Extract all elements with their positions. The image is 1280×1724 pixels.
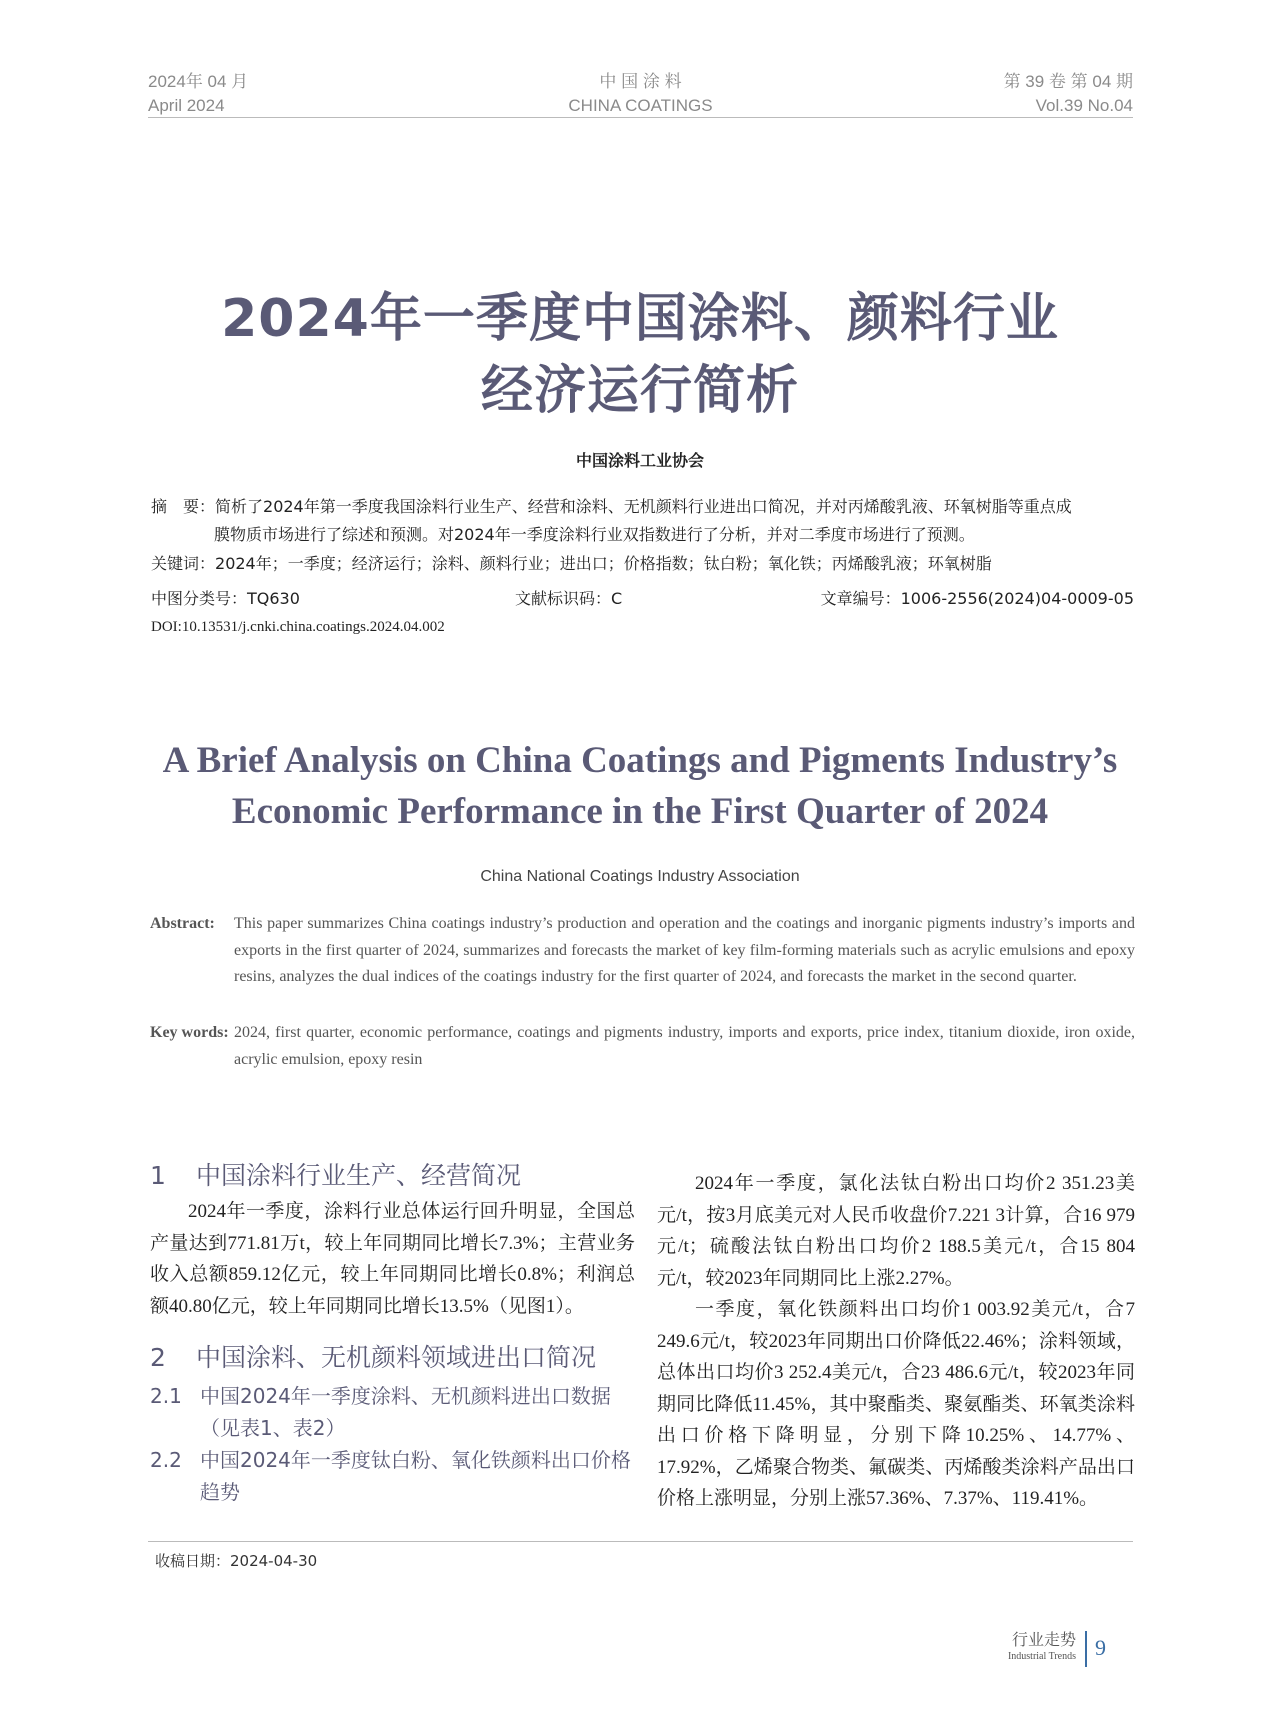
footnote-divider xyxy=(148,1541,1133,1542)
keywords-en-text: 2024, first quarter, economic performance, coatings and pigments industry, imports and exports, price index, titanium dioxide, iron oxide, acrylic emulsion, epoxy resin xyxy=(234,1024,1135,1068)
section-1-heading xyxy=(150,1160,635,1192)
header-journal-en: CHINA COATINGS xyxy=(568,96,713,115)
abstract-en xyxy=(150,911,1135,991)
section-2-2-title-b: 趋势 xyxy=(200,1480,240,1504)
footer-section-cn: 行业走势 xyxy=(1011,1630,1076,1649)
doi: DOI:10.13531/j.cnki.china.coatings.2024.04.002 xyxy=(151,619,445,635)
header-volume xyxy=(1004,70,1133,118)
keywords-cn-text: 2024年；一季度；经济运行；涂料、颜料行业；进出口；价格指数；钛白粉；氧化铁；丙烯酸乳液；环氧树脂 xyxy=(215,554,992,573)
abstract-cn-line-2: 膜物质市场进行了综述和预测。对2024年一季度涂料行业双指数进行了分析，并对二季度市场进行了预测。 xyxy=(214,525,975,544)
title-en xyxy=(0,735,1280,837)
section-1-number: 1 xyxy=(150,1161,166,1190)
section-2-2-number: 2.2 xyxy=(150,1448,182,1472)
header-date-cn: 2024年 04 月 xyxy=(148,72,249,91)
abstract-cn-line-1: 简析了2024年第一季度我国涂料行业生产、经营和涂料、无机颜料行业进出口简况，并对丙烯酸乳液、环氧树脂等重点成 xyxy=(215,497,1072,516)
keywords-cn xyxy=(151,550,1141,578)
abstract-en-label: Abstract: xyxy=(150,915,215,932)
keywords-en xyxy=(150,1020,1135,1073)
header-journal xyxy=(148,70,1133,118)
clc-number: 中图分类号：TQ630 xyxy=(151,589,300,608)
section-1-paragraph: 2024年一季度，涂料行业总体运行回升明显，全国总产量达到771.81万t，较上年同期同比增长7.3%；主营业务收入总额859.12亿元，较上年同期同比增长0.8%；利润总额40.80亿元，较上年同期同比增长13.5%（见图1）。 xyxy=(150,1201,635,1317)
section-2-title: 中国涂料、无机颜料领域进出口简况 xyxy=(196,1343,597,1372)
section-2-2-heading xyxy=(150,1444,635,1508)
author-en: China National Coatings Industry Association xyxy=(480,868,800,885)
footer-section-en: Industrial Trends xyxy=(1007,1651,1076,1662)
abstract-en-text: This paper summarizes China coatings industry’s production and operation and the coatings and inorganic pigments industry’s imports and exports in the first quarter of 2024, summarizes and forecasts the market of key film-forming materials such as acrylic emulsions and epoxy resins, analyzes the dual indices of the coatings industry for the first quarter of 2024, and forecasts the market in the second quarter. xyxy=(234,915,1135,985)
left-column xyxy=(150,1160,635,1508)
section-2-1-title-b: （见表1、表2） xyxy=(200,1416,346,1440)
received-date: 收稿日期：2024-04-30 xyxy=(155,1552,318,1570)
title-en-line-2: Economic Performance in the First Quarter of 2024 xyxy=(231,791,1049,832)
document-code: 文献标识码：C xyxy=(515,589,623,608)
title-cn xyxy=(0,283,1280,427)
author-cn: 中国涂料工业协会 xyxy=(575,451,704,470)
right-paragraph-1: 2024年一季度，氯化法钛白粉出口均价2 351.23美元/t，按3月底美元对人民币收盘价7.221 3计算，合16 979元/t；硫酸法钛白粉出口均价2 188.5美元/t，合15 804元/t，较2023年同期同比上涨2.27%。 xyxy=(657,1173,1135,1289)
section-2-1-title-a: 中国2024年一季度涂料、无机颜料进出口数据 xyxy=(200,1384,611,1408)
title-cn-line-1: 2024年一季度中国涂料、颜料行业 xyxy=(221,289,1059,349)
classification-row xyxy=(151,585,1141,613)
section-1-title: 中国涂料行业生产、经营简况 xyxy=(196,1161,522,1190)
running-header xyxy=(148,70,1133,118)
header-vol-en: Vol.39 No.04 xyxy=(1035,96,1133,115)
right-column xyxy=(657,1168,1135,1515)
section-2-number: 2 xyxy=(150,1343,166,1372)
section-2-1-heading xyxy=(150,1380,635,1444)
abstract-cn xyxy=(151,493,1141,549)
section-2-1-number: 2.1 xyxy=(150,1384,182,1408)
header-journal-cn: 中 国 涂 料 xyxy=(599,72,682,91)
keywords-en-label: Key words: xyxy=(150,1024,229,1041)
footer-divider xyxy=(1085,1631,1087,1667)
article-number: 文章编号：1006-2556(2024)04-0009-05 xyxy=(820,589,1134,608)
page-number: 9 xyxy=(1095,1635,1106,1660)
title-en-line-1: A Brief Analysis on China Coatings and Pigments Industry’s xyxy=(162,740,1118,781)
section-2-heading xyxy=(150,1342,635,1374)
section-2-2-title-a: 中国2024年一季度钛白粉、氧化铁颜料出口价格 xyxy=(200,1448,631,1472)
right-paragraph-2: 一季度，氧化铁颜料出口均价1 003.92美元/t，合7 249.6元/t，较2023年同期出口价降低22.46%；涂料领域，总体出口均价3 252.4美元/t，合23 486.6元/t，较2023年同期同比降低11.45%，其中聚酯类、聚氨酯类、环氧类涂料出口价格下降明显，分别下降10.25%、14.77%、17.92%，乙烯聚合物类、氟碳类、丙烯酸类涂料产品出口价格上涨明显，分别上涨57.36%、7.37%、119.41%。 xyxy=(657,1299,1135,1509)
header-date-en: April 2024 xyxy=(148,96,225,115)
abstract-cn-label: 摘 要： xyxy=(151,497,216,516)
keywords-cn-label: 关键词： xyxy=(151,554,216,573)
header-vol-cn: 第 39 卷 第 04 期 xyxy=(1003,72,1133,91)
title-cn-line-2: 经济运行简析 xyxy=(480,361,799,421)
